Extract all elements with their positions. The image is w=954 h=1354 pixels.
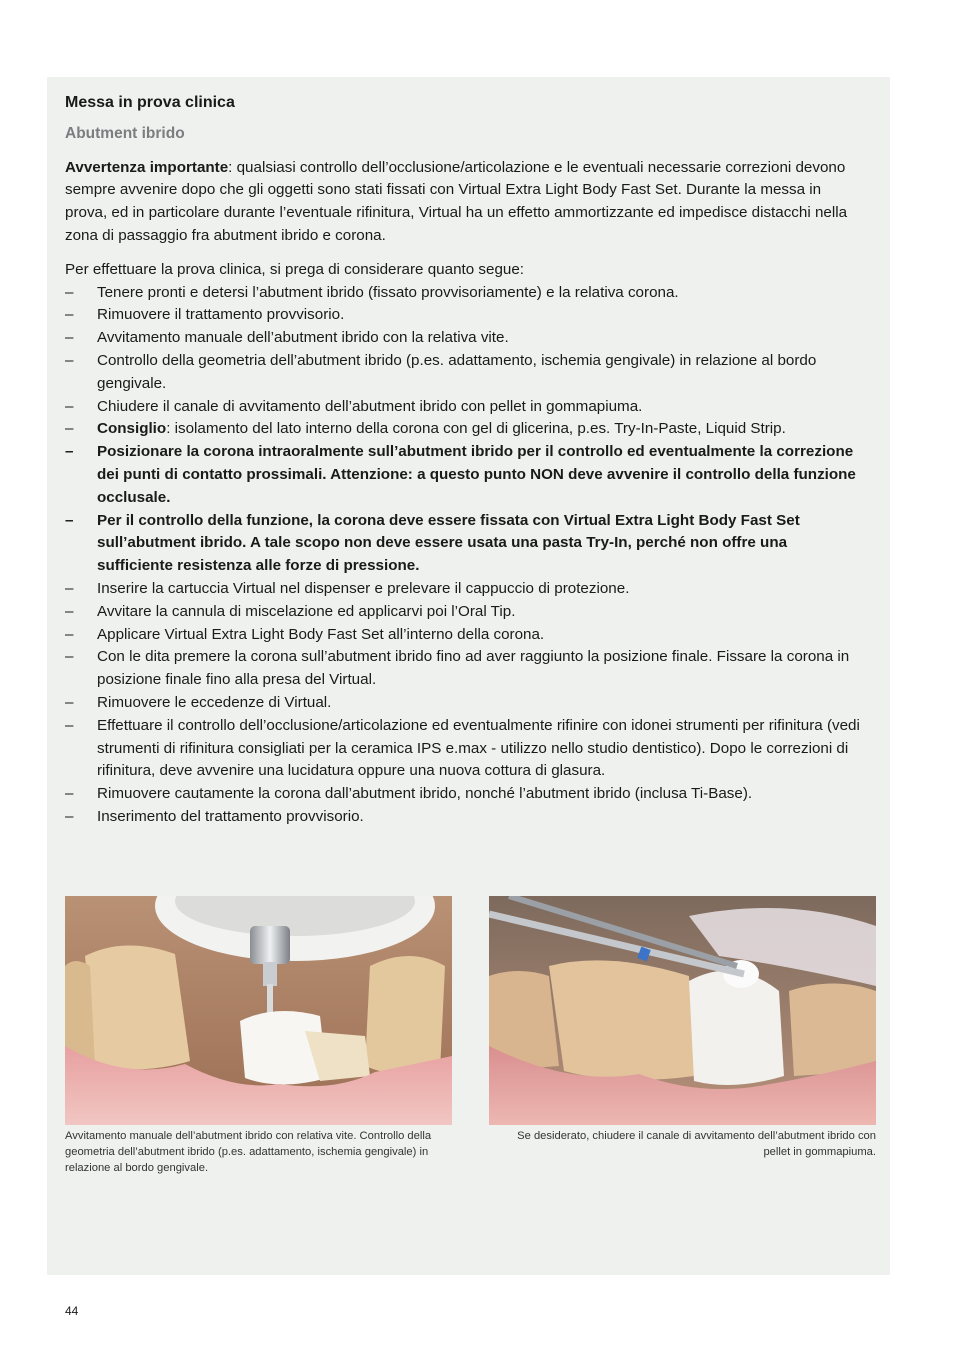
list-item: – Chiudere il canale di avvitamento dell’abutment ibrido con pellet in gommapiuma. bbox=[65, 396, 865, 419]
list-item: – Applicare Virtual Extra Light Body Fast Set all’interno della corona. bbox=[65, 624, 865, 647]
list-item: – Rimuovere le eccedenze di Virtual. bbox=[65, 692, 865, 715]
list-item: – Tenere pronti e detersi l’abutment ibrido (fissato provvisoriamente) e la relativa corona. bbox=[65, 282, 865, 305]
list-item: – Avvitare la cannula di miscelazione ed applicarvi poi l’Oral Tip. bbox=[65, 601, 865, 624]
page-number: 44 bbox=[65, 1304, 79, 1318]
list-item-bold: – Posizionare la corona intraoralmente sull’abutment ibrido per il controllo ed eventualmente la correzione dei punti di contatto prossimali. Attenzione: a questo punto NON deve avvenire il controllo della funzione occlusale. bbox=[65, 441, 865, 509]
list-item: – Inserimento del trattamento provvisorio. bbox=[65, 806, 865, 829]
steps-list bbox=[65, 282, 865, 829]
list-item: – Avvitamento manuale dell’abutment ibrido con la relativa vite. bbox=[65, 327, 865, 350]
list-item: – Rimuovere il trattamento provvisorio. bbox=[65, 304, 865, 327]
list-item-bold: – Per il controllo della funzione, la corona deve essere fissata con Virtual Extra Light Body Fast Set sull’abutment ibrido. A tale scopo non deve essere usata una pasta Try-In, perché non offre una sufficiente resistenza alle forze di pressione. bbox=[65, 510, 865, 578]
warning-text: : qualsiasi controllo dell’occlusione/articolazione e le eventuali necessarie correzioni devono sempre avvenire dopo che gli oggetti sono stati fissati con Virtual Extra Light Body Fast Set. Durante la messa in prova, ed in particolare durante l’eventuale rifinitura, Virtual ha un effetto ammortizzante ed impedisce distacchi nella zona di passaggio fra abutment ibrido e corona. bbox=[65, 158, 848, 244]
list-item: – Con le dita premere la corona sull’abutment ibrido fino ad aver raggiunto la posizione finale. Fissare la corona in posizione finale fino alla presa del Virtual. bbox=[65, 646, 865, 692]
list-item: – Rimuovere cautamente la corona dall’abutment ibrido, nonché l’abutment ibrido (inclusa Ti-Base). bbox=[65, 783, 865, 806]
main-content bbox=[65, 92, 865, 829]
intro-text: Per effettuare la prova clinica, si prega di considerare quanto segue: bbox=[65, 260, 524, 278]
figure-caption-2: Se desiderato, chiudere il canale di avvitamento dell’abutment ibrido con pellet in gommapiuma. bbox=[517, 1130, 876, 1158]
list-item: – Inserire la cartuccia Virtual nel dispenser e prelevare il cappuccio di protezione. bbox=[65, 578, 865, 601]
subsection-title: Abutment ibrido bbox=[65, 124, 185, 142]
section-title: Messa in prova clinica bbox=[65, 94, 235, 111]
warning-label: Avvertenza importante bbox=[65, 158, 229, 176]
figure-caption-1: Avvitamento manuale dell’abutment ibrido con relativa vite. Controllo della geometria dell’abutment ibrido (p.es. adattamento, ischemia gengivale) in relazione al bordo gengivale. bbox=[65, 1130, 432, 1174]
warning-paragraph bbox=[65, 157, 865, 248]
photo-abutment-screwing bbox=[65, 896, 452, 1125]
list-item: – Controllo della geometria dell’abutment ibrido (p.es. adattamento, ischemia gengivale) in relazione al bordo gengivale. bbox=[65, 350, 865, 396]
tip-label: Consiglio bbox=[97, 420, 167, 438]
photo-foam-pellet bbox=[489, 896, 876, 1125]
list-item: – Effettuare il controllo dell’occlusione/articolazione ed eventualmente rifinire con idonei strumenti per rifinitura (vedi strumenti di rifinitura consigliati per la ceramica IPS e.max - utilizzo nello studio dentistico). Dopo le correzioni di rifinitura, deve avvenire una lucidatura oppure una nuova cottura di glasura. bbox=[65, 715, 865, 783]
list-item-tip bbox=[65, 418, 865, 441]
tip-text: : isolamento del lato interno della corona con gel di glicerina, p.es. Try-In-Paste, Liquid Strip. bbox=[166, 420, 786, 438]
